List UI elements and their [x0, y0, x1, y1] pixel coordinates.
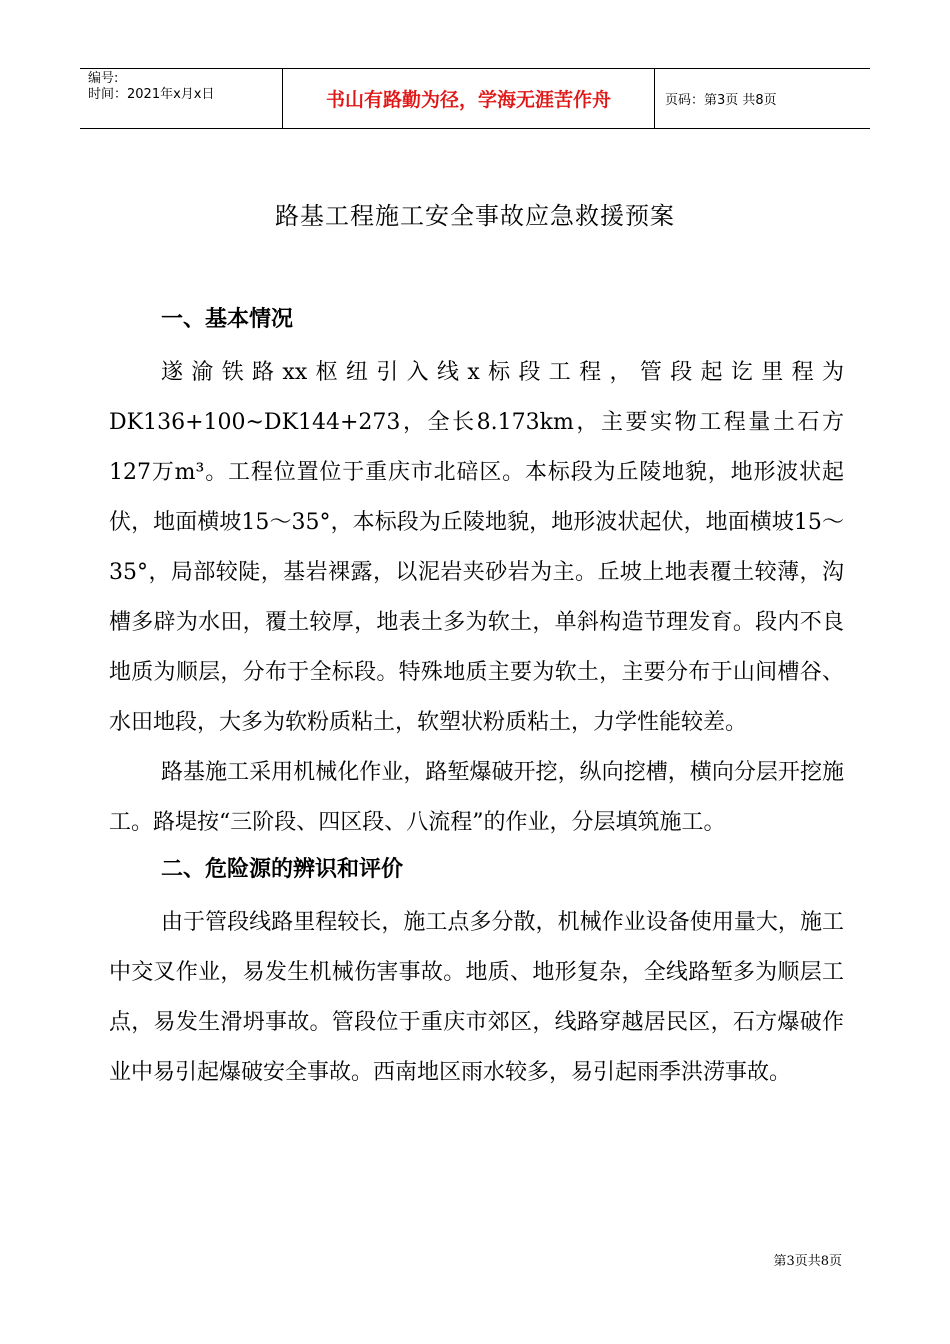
header-page-code: 页码：第3页 共8页 [665, 93, 777, 108]
time-label: 时间：2021年x月x日 [88, 87, 215, 102]
document-title: 路基工程施工安全事故应急救援预案 [275, 202, 675, 230]
paragraph: 由于管段线路里程较长，施工点多分散，机械作业设备使用量大，施工中交叉作业，易发生机械伤害事故。地质、地形复杂，全线路堑多为顺层工点，易发生滑坍事故。管段位于重庆市郊区，线路穿越居民区，石方爆破作业中易引起爆破安全事故。西南地区雨水较多，易引起雨季洪涝事故。 [109, 910, 844, 1085]
paragraph: 遂渝铁路xx枢纽引入线x标段工程，管段起讫里程为DK136+100~DK144+273，全长8.173km，主要实物工程量土石方127万m³。工程位置位于重庆市北碚区。本标段为丘陵地貌，地形波状起伏，地面横坡15～35°，本标段为丘陵地貌，地形波状起伏，地面横坡15～35°，局部较陡，基岩裸露，以泥岩夹砂岩为主。丘坡上地表覆土较薄，沟槽多辟为水田，覆土较厚，地表土多为软土，单斜构造节理发育。段内不良地质为顺层，分布于全标段。特殊地质主要为软土，主要分布于山间槽谷、水田地段，大多为软粉质粘土，软塑状粉质粘土，力学性能较差。 [109, 360, 844, 735]
section-heading: 一、基本情况 [161, 307, 294, 332]
section-heading: 二、危险源的辨识和评价 [161, 857, 404, 882]
header-motto: 书山有路勤为径，学海无涯苦作舟 [282, 69, 655, 128]
header-meta [80, 69, 282, 128]
page-footer: 第3页共8页 [773, 1254, 842, 1269]
number-label: 编号: [88, 71, 119, 86]
page-header [80, 68, 870, 129]
paragraph: 路基施工采用机械化作业，路堑爆破开挖，纵向挖槽，横向分层开挖施工。路堤按“三阶段、四区段、八流程”的作业，分层填筑施工。 [109, 760, 844, 835]
document-body [109, 298, 844, 1098]
